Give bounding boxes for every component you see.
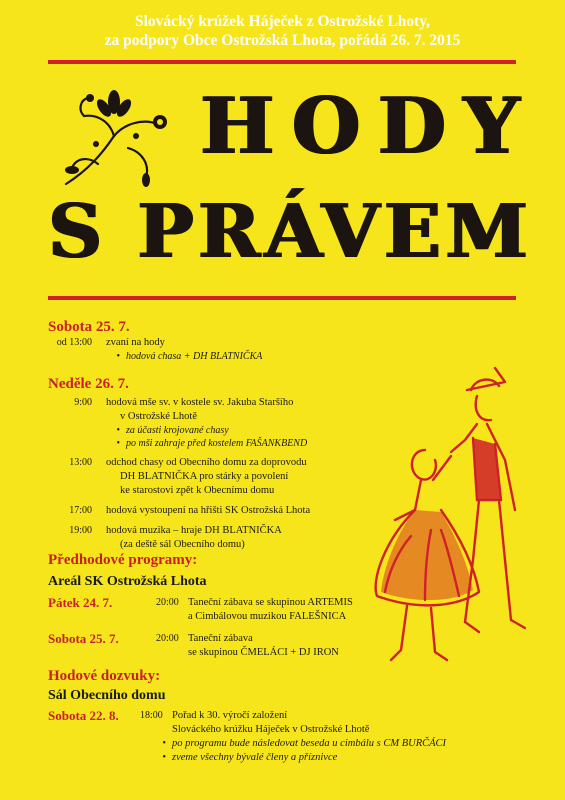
program-text: Slováckého krúžku Háječek v Ostrožské Lhotě	[172, 724, 370, 735]
program-text: Taneční zábava se skupinou ARTEMIS	[188, 597, 353, 608]
program-text: se skupinou ČMELÁCI + DJ IRON	[188, 647, 339, 658]
schedule-text-cont: ke starostovi zpět k Obecnímu domu	[120, 485, 275, 496]
header-line-2: za podpory Obce Ostrožská Lhota, pořádá 26. 7. 2015	[104, 32, 461, 49]
program-day: Sobota 25. 7.	[48, 631, 119, 646]
schedule-time: 9:00	[74, 397, 92, 408]
bullet-text: hodová chasa + DH BLATNIČKA	[126, 351, 263, 362]
schedule-text: odchod chasy od Obecního domu za doprovodu	[106, 457, 307, 468]
poster-header	[0, 12, 565, 50]
header-line-1: Slovácký krúžek Háječek z Ostrožské Lhoty,	[134, 13, 431, 30]
sunday-day: Neděle 26. 7.	[48, 376, 129, 392]
schedule-time: od 13:00	[56, 337, 92, 348]
program-time: 20:00	[156, 633, 179, 644]
bullet-text: po mši zahraje před kostelem FAŠANKBEND	[126, 438, 308, 449]
program-row	[48, 709, 518, 723]
bullet-item: • hodová chasa + DH BLATNIČKA	[116, 351, 263, 362]
program-text: Taneční zábava	[188, 633, 253, 644]
program-text: Pořad k 30. výročí založení	[172, 710, 288, 721]
program-day: Pátek 24. 7.	[48, 595, 113, 610]
dozvuky-heading: Hodové dozvuky:	[48, 668, 161, 684]
schedule-text-cont: v Ostrožské Lhotě	[120, 411, 197, 422]
schedule-text-cont: (za deště sál Obecního domu)	[120, 539, 245, 550]
bottom-red-rule	[48, 296, 516, 300]
dozvuky-section	[48, 668, 518, 765]
folk-dancers-illustration-icon	[355, 360, 540, 680]
prehodove-heading: Předhodové programy:	[48, 552, 198, 568]
schedule-time: 19:00	[69, 525, 92, 536]
bullet-item: • za účasti krojované chasy	[116, 425, 229, 436]
saturday-day: Sobota 25. 7.	[48, 319, 130, 335]
program-day: Sobota 22. 8.	[48, 708, 119, 723]
schedule-text: zvaní na hody	[106, 337, 165, 348]
title-line-1: HODY	[200, 81, 537, 172]
bullet-text: zveme všechny bývalé členy a příznivce	[172, 752, 338, 763]
schedule-text: hodová mše sv. v kostele sv. Jakuba Staršího	[106, 397, 294, 408]
bullet-item: • po programu bude následovat beseda u cimbálu s CM BURČÁCI	[162, 738, 447, 749]
program-time: 18:00	[140, 710, 163, 721]
program-time: 20:00	[156, 597, 179, 608]
program-text: a Cimbálovou muzikou FALEŠNICA	[188, 611, 347, 622]
schedule-text: hodová muzika – hraje DH BLATNIČKA	[106, 525, 282, 536]
saturday-section	[48, 318, 518, 363]
schedule-text: hodová vystoupení na hřišti SK Ostrožská Lhota	[106, 505, 311, 516]
schedule-row	[48, 336, 518, 350]
schedule-text-cont: DH BLATNIČKA pro stárky a povolení	[120, 471, 289, 482]
dozvuky-venue: Sál Obecního domu	[48, 688, 166, 703]
prehodove-venue: Areál SK Ostrožská Lhota	[48, 574, 207, 589]
title-line-2: S PRÁVEM	[48, 189, 533, 275]
schedule-time: 17:00	[69, 505, 92, 516]
schedule-time: 13:00	[69, 457, 92, 468]
bullet-item: • zveme všechny bývalé členy a příznivce	[162, 752, 338, 763]
bullet-item: • po mši zahraje před kostelem FAŠANKBEND	[116, 438, 308, 449]
bullet-text: po programu bude následovat beseda u cimbálu s CM BURČÁCI	[172, 738, 447, 749]
folk-flower-ornament-icon	[58, 84, 176, 192]
top-red-rule	[48, 60, 516, 64]
bullet-text: za účasti krojované chasy	[126, 425, 229, 436]
